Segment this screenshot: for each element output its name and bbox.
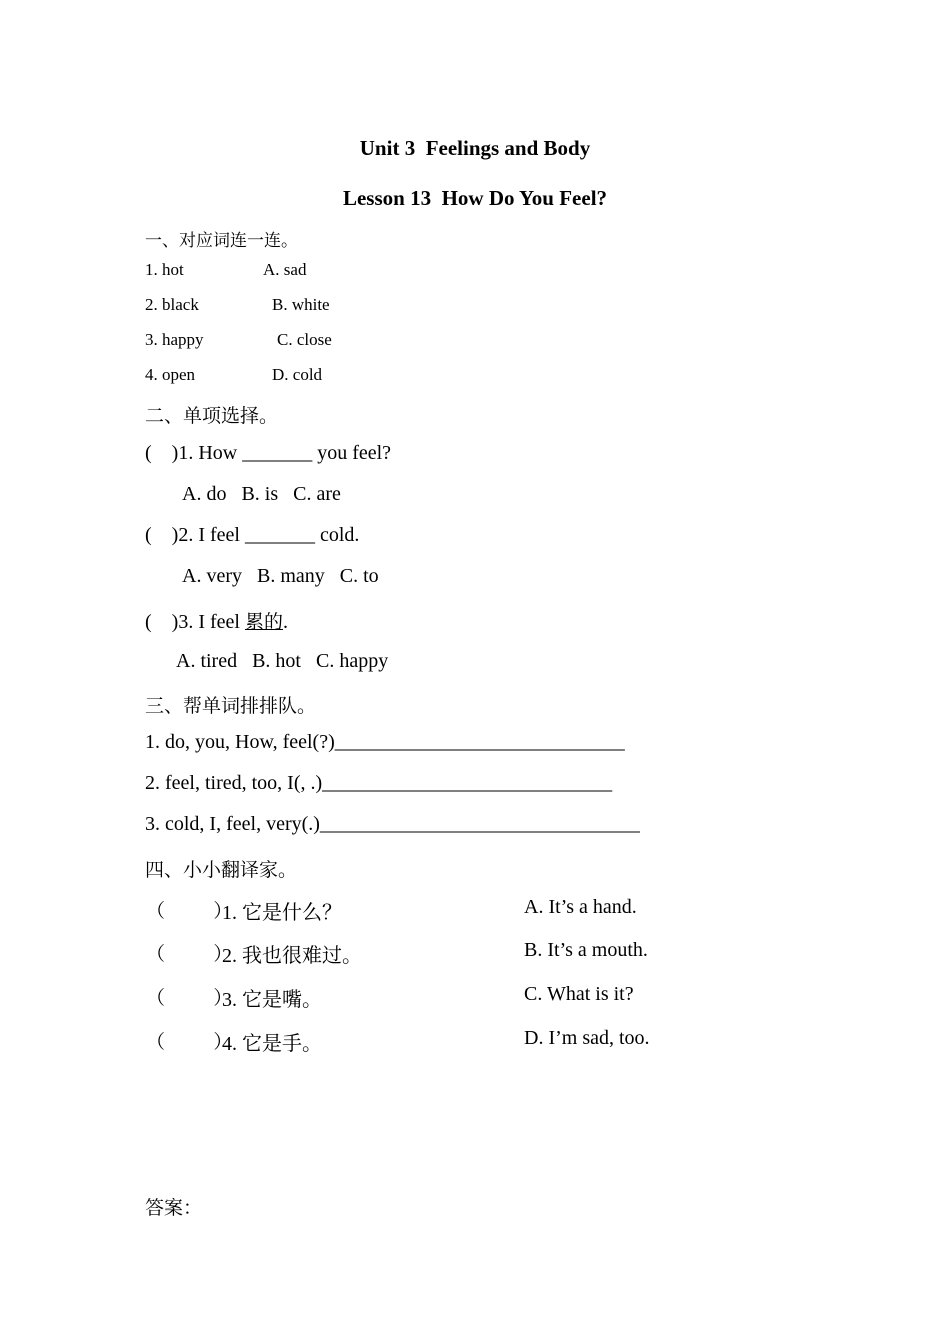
answer-bracket: （ ） [146,943,233,965]
section4-heading: 四、小小翻译家。 [145,859,298,881]
translate-left-item: 3. 它是嘴。 [222,989,322,1011]
reorder-item: 2. feel, tired, too, I(, .)_____________________________ [145,772,613,794]
translate-left-item: 2. 我也很难过。 [222,945,362,967]
section1-heading: 一、对应词连一连。 [145,231,298,251]
answer-label: 答案： [145,1197,203,1219]
section3-heading: 三、帮单词排排队。 [145,695,317,717]
match-right-item: C. close [277,330,332,349]
match-right-item: B. white [272,295,330,314]
question-text: ( )3. I feel [145,611,245,633]
translate-left-item: 4. 它是手。 [222,1033,322,1055]
question-text: ( )2. I feel _______ cold. [145,524,360,546]
answer-bracket: （ ） [146,1031,233,1053]
section2-heading: 二、单项选择。 [145,405,279,427]
answer-bracket: （ ） [146,900,233,922]
choice-question [145,607,288,634]
choice-options: A. tired B. hot C. happy [176,650,389,672]
translate-right-item: A. It’s a hand. [524,896,637,918]
choice-options: A. do B. is C. are [182,483,341,505]
match-left-item: 4. open [145,365,196,384]
question-suffix: . [282,611,288,633]
translate-right-item: B. It’s a mouth. [524,939,648,961]
reorder-item: 1. do, you, How, feel(?)_____________________________ [145,731,625,753]
translate-left-item: 1. 它是什么？ [222,902,342,924]
match-left-item: 2. black [145,295,199,314]
question-text: ( )1. How _______ you feel? [145,442,392,464]
lesson-title: Lesson 13 How Do You Feel? [342,186,608,210]
unit-title: Unit 3 Feelings and Body [359,136,591,160]
choice-options: A. very B. many C. to [182,565,379,587]
choice-question [145,524,359,547]
match-right-item: D. cold [272,365,323,384]
choice-question [145,442,391,465]
answer-bracket: （ ） [146,987,233,1009]
underlined-word: 累的 [244,611,283,633]
translate-right-item: D. I’m sad, too. [524,1027,650,1049]
match-left-item: 3. happy [145,330,204,349]
reorder-item: 3. cold, I, feel, very(.)________________________________ [145,813,640,835]
match-right-item: A. sad [263,260,307,279]
match-left-item: 1. hot [145,260,184,279]
translate-right-item: C. What is it? [524,983,634,1005]
